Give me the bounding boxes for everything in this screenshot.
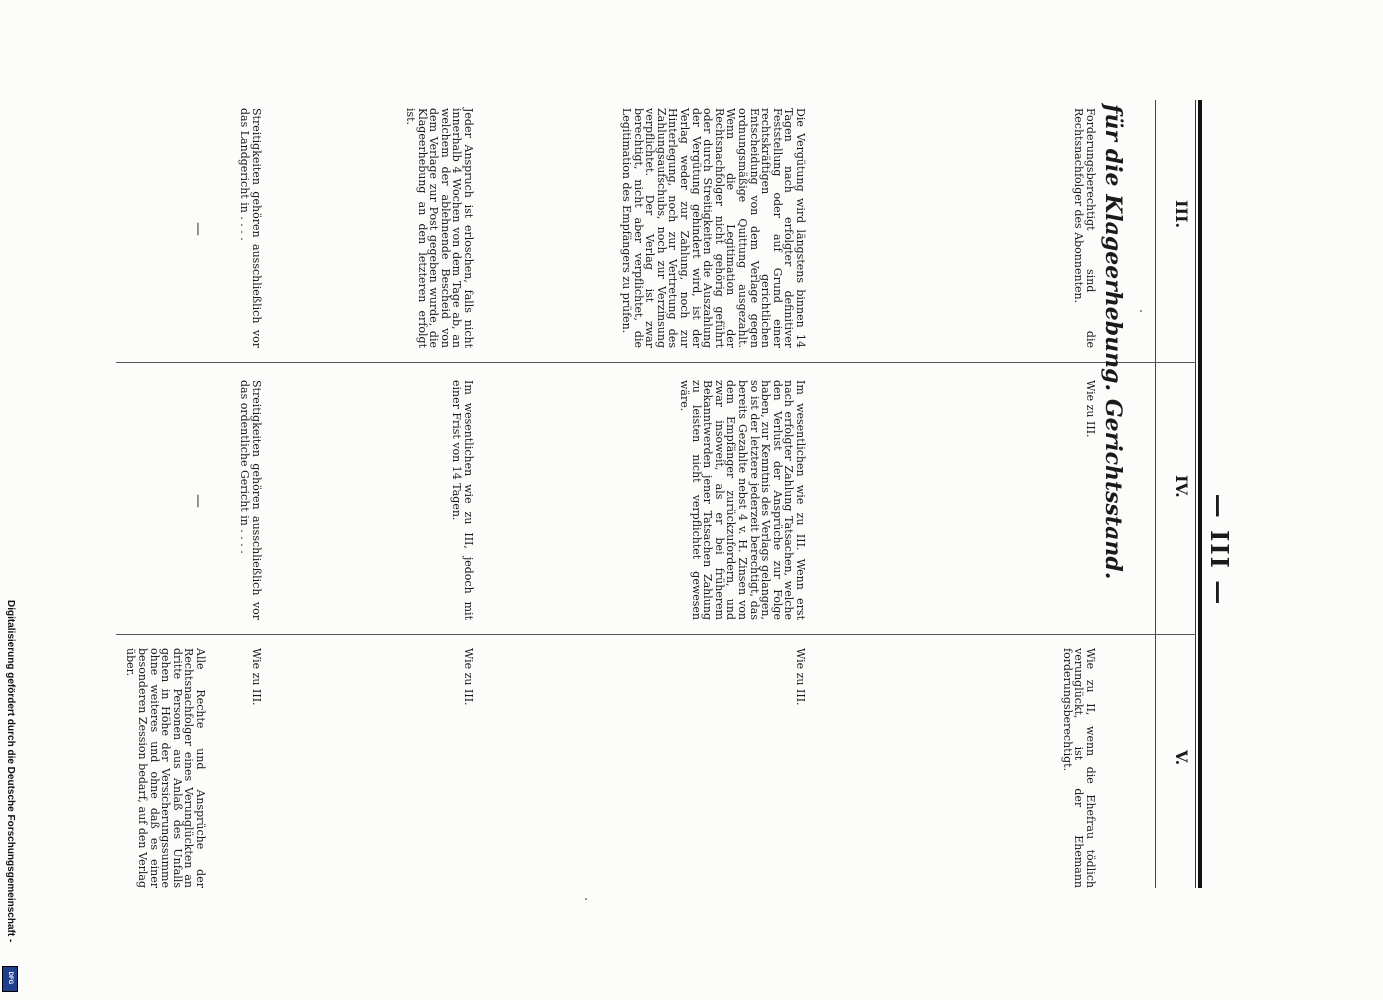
row3-col5: Wie zu III.: [462, 648, 475, 706]
row5-col5: Alle Rechte und Ansprüche der Rechtsnachfolger eines Verunglückten an dritte Personen aus Anlaß des Unfalls gehen in Höhe der Versicherungssumme ohne weiteres und ohne daß es einer besonderen Zession bedarf, auf den Verlag über.: [124, 648, 207, 888]
scan-speck: [585, 898, 587, 900]
row2-col5: Wie zu III.: [794, 648, 807, 706]
column-divider-1: [116, 362, 1196, 363]
dfg-logo-text: DFG: [7, 971, 13, 985]
column-divider-2: [116, 634, 1196, 635]
top-thick-rule: [1198, 100, 1202, 888]
column-header-iv: IV.: [1172, 475, 1191, 498]
dfg-logo: [2, 966, 18, 992]
footer-credit-text: Digitalisierung gefördert durch die Deutsche Forschungsgemeinschaft -: [5, 600, 16, 943]
column-header-iii: III.: [1172, 200, 1191, 229]
section-title: für die Klageerhebung. Gerichtsstand.: [1100, 104, 1126, 580]
scan-speck: [1140, 310, 1142, 312]
row4-col5: Wie zu III.: [250, 648, 263, 706]
row2-col3: Die Vergütung wird längstens binnen 14 Tagen nach erfolgter definitiver Feststellung oder auf Grund einer rechtskräftigen gerichtlichen Entscheidung von dem Verlage gegen ordnungsmäßige Quittung ausgezahlt. Wenn die Legitimation der Rechtsnachfolger nicht gehörig geführt oder durch Streitigkeiten die Auszahlung der Vergütung gehindert wird, ist der Verlag weder zur Zahlung, noch zur Hinterlegung, noch zur Vertretung des Zahlungsaufschubs, noch zur Verzinsung verpflichtet. Der Verlag ist zwar berechtigt, nicht aber verpflichtet, die Legitimation des Empfängers zu prüfen.: [620, 108, 807, 348]
row5-col4: —: [190, 494, 206, 508]
row4-col3: Streitigkeiten gehören ausschließlich vor das Landgericht in . . . .: [238, 108, 263, 348]
row3-col4: Im wesentlichen wie zu III, jedoch mit einer Frist von 14 Tagen.: [450, 380, 475, 620]
row3-col3: Jeder Anspruch ist erloschen, falls nicht innerhalb 4 Wochen von dem Tage ab, an welchem der ablehnende Bescheid von dem Verlage zur Post gegeben wurde, die Klageerhebung an den letzteren erfolgt ist.: [404, 108, 475, 348]
row5-col3: —: [190, 222, 206, 236]
row2-col4: Im wesentlichen wie zu III. Wenn erst nach erfolgter Zahlung Tatsachen, welche den Verlust der Ansprüche zur Folge haben, zur Kenntnis des Verlags gelangen, so ist der letztere jederzeit berechtigt, das bereits Gezahlte nebst 4 v. H. Zinsen von dem Empfänger zurückzufordern, und zwar insoweit, als er bei früherem Bekanntwerden jener Tatsachen Zahlung zu leisten nicht verpflichtet gewesen wäre.: [678, 380, 807, 620]
column-header-v: V.: [1172, 750, 1191, 766]
page-number: — III —: [1205, 493, 1234, 607]
header-bottom-rule: [1155, 100, 1156, 888]
row4-col4: Streitigkeiten gehören ausschließlich vor das ordentliche Gericht in . . . .: [238, 380, 263, 620]
row1-col4: Wie zu III.: [1084, 380, 1097, 438]
row1-col3: Forderungsberechtigt sind die Rechtsnachfolger des Abonnenten.: [1072, 108, 1097, 348]
rotated-page-content: [111, 100, 1236, 1000]
row1-col5: Wie zu II, wenn die Ehefrau tödlich verunglückt, ist der Ehemann forderungsberechtigt.: [1060, 648, 1097, 888]
footer-credit-strip: [0, 0, 22, 1000]
top-thin-rule: [1195, 100, 1196, 888]
